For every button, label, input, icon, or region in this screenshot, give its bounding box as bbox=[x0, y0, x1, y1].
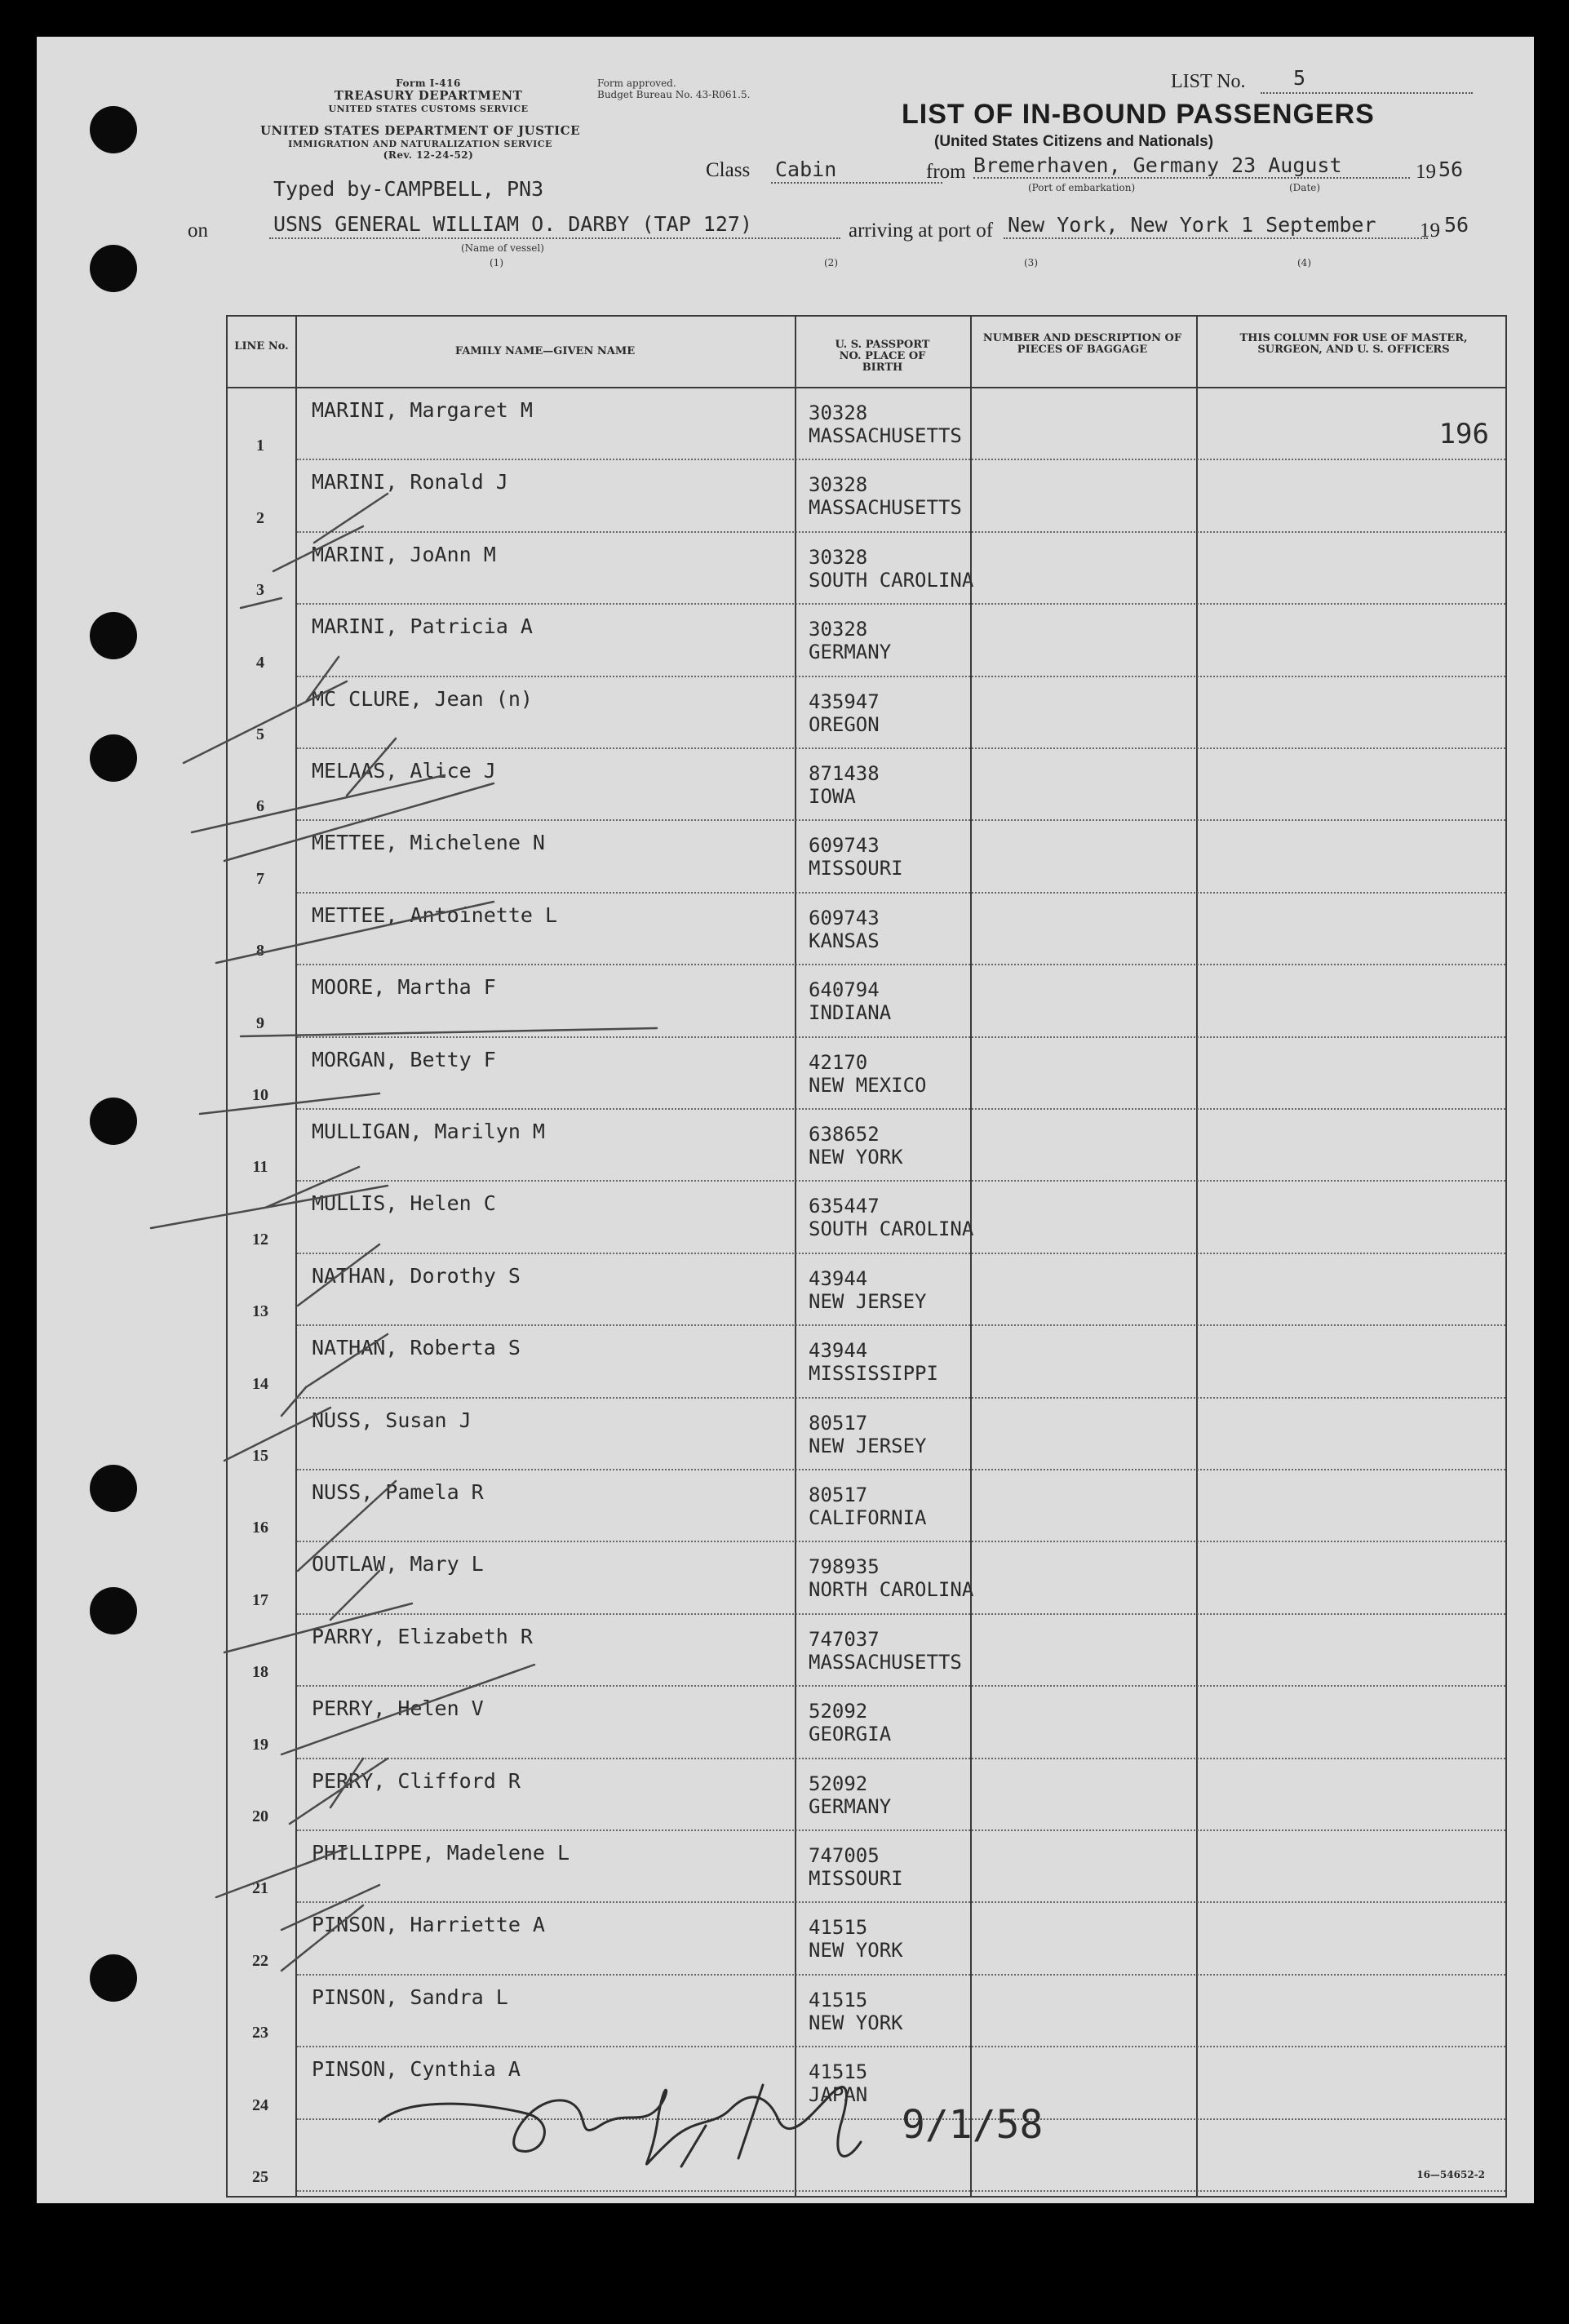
caption-2: (2) bbox=[824, 257, 838, 268]
punch-hole bbox=[90, 1098, 137, 1145]
arrival-port: New York, New York 1 September bbox=[1008, 213, 1376, 237]
line-number: 1 bbox=[256, 437, 264, 455]
passport-number: 798935 bbox=[809, 1555, 880, 1579]
passenger-name: OUTLAW, Mary L bbox=[312, 1552, 484, 1577]
page-subtitle: (United States Citizens and Nationals) bbox=[934, 133, 1214, 150]
line-number: 20 bbox=[252, 1807, 268, 1825]
place-of-birth: MISSOURI bbox=[809, 1867, 903, 1890]
place-of-birth: MISSISSIPPI bbox=[809, 1362, 938, 1386]
col-header-officers: THIS COLUMN FOR USE OF MASTER, SURGEON, AND U. S. OFFICERS bbox=[1239, 332, 1468, 356]
line-number: 8 bbox=[256, 942, 264, 960]
port-caption: (Port of embarkation) bbox=[1028, 182, 1136, 193]
line-number: 21 bbox=[252, 1879, 268, 1898]
place-of-birth: MISSOURI bbox=[809, 857, 903, 880]
passport-number: 43944 bbox=[809, 1339, 868, 1363]
passenger-name: METTEE, Michelene N bbox=[312, 831, 545, 855]
passenger-name: MARINI, Patricia A bbox=[312, 614, 533, 639]
place-of-birth: NEW JERSEY bbox=[809, 1289, 927, 1313]
passport-number: 52092 bbox=[809, 1700, 868, 1723]
passenger-name: MULLIGAN, Marilyn M bbox=[312, 1120, 545, 1143]
line-number: 19 bbox=[252, 1735, 268, 1754]
passport-number: 42170 bbox=[809, 1050, 868, 1074]
from-value: Bremerhaven, Germany 23 August bbox=[973, 153, 1342, 177]
caption-4: (4) bbox=[1297, 257, 1311, 268]
signature-date: 9/1/58 bbox=[902, 2102, 1044, 2148]
passport-number: 435947 bbox=[809, 690, 880, 713]
form-approved: Form approved. bbox=[597, 78, 676, 89]
line-number: 17 bbox=[252, 1590, 268, 1609]
line-number: 6 bbox=[256, 797, 264, 816]
arriving-label: arriving at port of bbox=[849, 220, 994, 242]
place-of-birth: GERMANY bbox=[809, 641, 892, 664]
passport-number: 30328 bbox=[809, 401, 868, 424]
line-number: 22 bbox=[252, 1951, 268, 1970]
punch-hole bbox=[90, 1465, 137, 1512]
place-of-birth: MASSACHUSETTS bbox=[809, 496, 962, 520]
col-header-line-no: LINE No. bbox=[234, 340, 289, 353]
line-number: 13 bbox=[252, 1302, 268, 1321]
passenger-name: PERRY, Clifford R bbox=[312, 1768, 521, 1793]
passenger-name: PINSON, Harriette A bbox=[312, 1913, 545, 1937]
passenger-name: METTEE, Antoinette L bbox=[312, 903, 558, 927]
place-of-birth: IOWA bbox=[809, 785, 856, 808]
treasury-dept: TREASURY DEPARTMENT bbox=[334, 88, 523, 103]
punch-hole bbox=[90, 1587, 137, 1634]
place-of-birth: SOUTH CAROLINA bbox=[809, 1217, 974, 1241]
place-of-birth: NEW JERSEY bbox=[809, 1434, 927, 1457]
place-of-birth: SOUTH CAROLINA bbox=[809, 568, 974, 592]
passenger-name: PINSON, Sandra L bbox=[312, 1985, 508, 2009]
passenger-name: MOORE, Martha F bbox=[312, 975, 496, 1000]
punch-hole bbox=[90, 1954, 137, 2002]
passport-number: 80517 bbox=[809, 1411, 868, 1435]
passenger-name: PHILLIPPE, Madelene L bbox=[312, 1841, 570, 1865]
line-number: 24 bbox=[252, 2096, 268, 2114]
punch-hole bbox=[90, 734, 137, 782]
line-number: 7 bbox=[256, 869, 264, 888]
passenger-name: NUSS, Susan J bbox=[312, 1408, 472, 1432]
line-number: 23 bbox=[252, 2024, 268, 2042]
place-of-birth: NEW MEXICO bbox=[809, 1073, 927, 1097]
place-of-birth: KANSAS bbox=[809, 929, 880, 952]
arrival-year-prefix: 19 bbox=[1420, 220, 1440, 242]
place-of-birth: NEW YORK bbox=[809, 2011, 903, 2034]
passenger-name: MULLIS, Helen C bbox=[312, 1191, 496, 1216]
line-number: 2 bbox=[256, 508, 264, 527]
class-value: Cabin bbox=[775, 157, 837, 181]
place-of-birth: NORTH CAROLINA bbox=[809, 1578, 974, 1602]
officer-remark: 196 bbox=[1438, 418, 1489, 450]
passport-number: 747005 bbox=[809, 1844, 880, 1867]
customs-service: UNITED STATES CUSTOMS SERVICE bbox=[328, 104, 529, 114]
from-year-prefix: 19 bbox=[1416, 161, 1436, 183]
passenger-name: NUSS, Pamela R bbox=[312, 1480, 484, 1504]
passport-number: 30328 bbox=[809, 545, 868, 569]
passenger-name: MARINI, Ronald J bbox=[312, 470, 508, 495]
from-label: from bbox=[926, 161, 966, 183]
caption-1: (1) bbox=[490, 257, 503, 268]
passport-number: 871438 bbox=[809, 762, 880, 785]
passport-number: 41515 bbox=[809, 1988, 868, 2011]
col-header-baggage: NUMBER AND DESCRIPTION OF PIECES OF BAGGAGE bbox=[982, 332, 1182, 356]
place-of-birth: INDIANA bbox=[809, 1001, 892, 1025]
passenger-name: PINSON, Cynthia A bbox=[312, 2057, 521, 2082]
line-number: 9 bbox=[256, 1013, 264, 1032]
passport-number: 41515 bbox=[809, 1916, 868, 1940]
page-title: LIST OF IN-BOUND PASSENGERS bbox=[902, 99, 1375, 130]
place-of-birth: MASSACHUSETTS bbox=[809, 424, 962, 447]
budget-bureau: Budget Bureau No. 43-R061.5. bbox=[597, 89, 751, 100]
form-code: 16—54652-2 bbox=[1416, 2169, 1485, 2180]
date-caption: (Date) bbox=[1289, 182, 1321, 193]
passenger-name: MC CLURE, Jean (n) bbox=[312, 686, 533, 711]
line-number: 14 bbox=[252, 1374, 268, 1393]
passenger-name: PARRY, Elizabeth R bbox=[312, 1624, 533, 1648]
signature bbox=[379, 2085, 861, 2167]
caption-3: (3) bbox=[1024, 257, 1038, 268]
passport-number: 30328 bbox=[809, 473, 868, 497]
place-of-birth: GEORGIA bbox=[809, 1723, 892, 1746]
passport-number: 80517 bbox=[809, 1484, 868, 1506]
passport-number: 640794 bbox=[809, 978, 880, 1002]
list-no-label: LIST No. bbox=[1171, 71, 1246, 92]
passport-number: 638652 bbox=[809, 1123, 880, 1146]
passenger-name: MARINI, JoAnn M bbox=[312, 542, 496, 566]
class-label: Class bbox=[706, 159, 751, 181]
passport-number: 747037 bbox=[809, 1627, 880, 1651]
document-page bbox=[37, 37, 1534, 2203]
typed-by: Typed by-CAMPBELL, PN3 bbox=[273, 177, 544, 201]
arrival-year: 56 bbox=[1444, 213, 1469, 237]
punch-hole bbox=[90, 106, 137, 153]
passport-number: 52092 bbox=[809, 1772, 868, 1795]
passport-number: 30328 bbox=[809, 618, 868, 641]
line-number: 18 bbox=[252, 1663, 268, 1682]
line-number: 15 bbox=[252, 1446, 268, 1465]
passport-number: 609743 bbox=[809, 834, 880, 858]
passport-number: 41515 bbox=[809, 2060, 868, 2084]
ins-service: IMMIGRATION AND NATURALIZATION SERVICE bbox=[288, 139, 552, 149]
place-of-birth: MASSACHUSETTS bbox=[809, 1650, 962, 1674]
place-of-birth: JAPAN bbox=[809, 2083, 868, 2107]
punch-hole bbox=[90, 245, 137, 292]
line-number: 3 bbox=[256, 581, 264, 600]
col-header-name: FAMILY NAME—GIVEN NAME bbox=[454, 345, 636, 357]
place-of-birth: NEW YORK bbox=[809, 1939, 903, 1963]
passenger-name: MELAAS, Alice J bbox=[312, 759, 496, 783]
passport-number: 609743 bbox=[809, 906, 880, 929]
vessel-caption: (Name of vessel) bbox=[461, 242, 544, 254]
passenger-name: MORGAN, Betty F bbox=[312, 1047, 496, 1071]
place-of-birth: NEW YORK bbox=[809, 1146, 903, 1169]
passenger-name: NATHAN, Dorothy S bbox=[312, 1263, 521, 1288]
line-number: 11 bbox=[252, 1158, 268, 1177]
line-number: 25 bbox=[252, 2167, 268, 2186]
place-of-birth: GERMANY bbox=[809, 1794, 892, 1818]
line-number: 4 bbox=[256, 653, 264, 672]
pencil-annotations bbox=[37, 37, 1534, 2203]
col-header-passport: U. S. PASSPORT NO. PLACE OF BIRTH bbox=[835, 339, 930, 374]
line-number: 10 bbox=[252, 1085, 268, 1104]
punch-hole bbox=[90, 612, 137, 659]
passport-number: 43944 bbox=[809, 1266, 868, 1290]
on-label: on bbox=[188, 220, 208, 242]
passenger-name: NATHAN, Roberta S bbox=[312, 1336, 521, 1360]
from-year: 56 bbox=[1438, 157, 1464, 181]
line-number: 16 bbox=[252, 1519, 268, 1537]
line-number: 5 bbox=[256, 725, 264, 743]
line-number: 12 bbox=[252, 1230, 268, 1248]
list-no-value: 5 bbox=[1293, 66, 1306, 90]
passenger-name: PERRY, Helen V bbox=[312, 1696, 484, 1721]
passenger-name: MARINI, Margaret M bbox=[312, 398, 533, 422]
justice-dept: UNITED STATES DEPARTMENT OF JUSTICE bbox=[259, 123, 581, 138]
check-marks bbox=[151, 494, 657, 1971]
revision: (Rev. 12-24-52) bbox=[383, 149, 474, 161]
form-number: Form I-416 bbox=[396, 78, 461, 89]
vessel-name: USNS GENERAL WILLIAM O. DARBY (TAP 127) bbox=[273, 212, 752, 236]
place-of-birth: CALIFORNIA bbox=[809, 1506, 927, 1529]
passport-number: 635447 bbox=[809, 1195, 880, 1218]
place-of-birth: OREGON bbox=[809, 712, 880, 736]
